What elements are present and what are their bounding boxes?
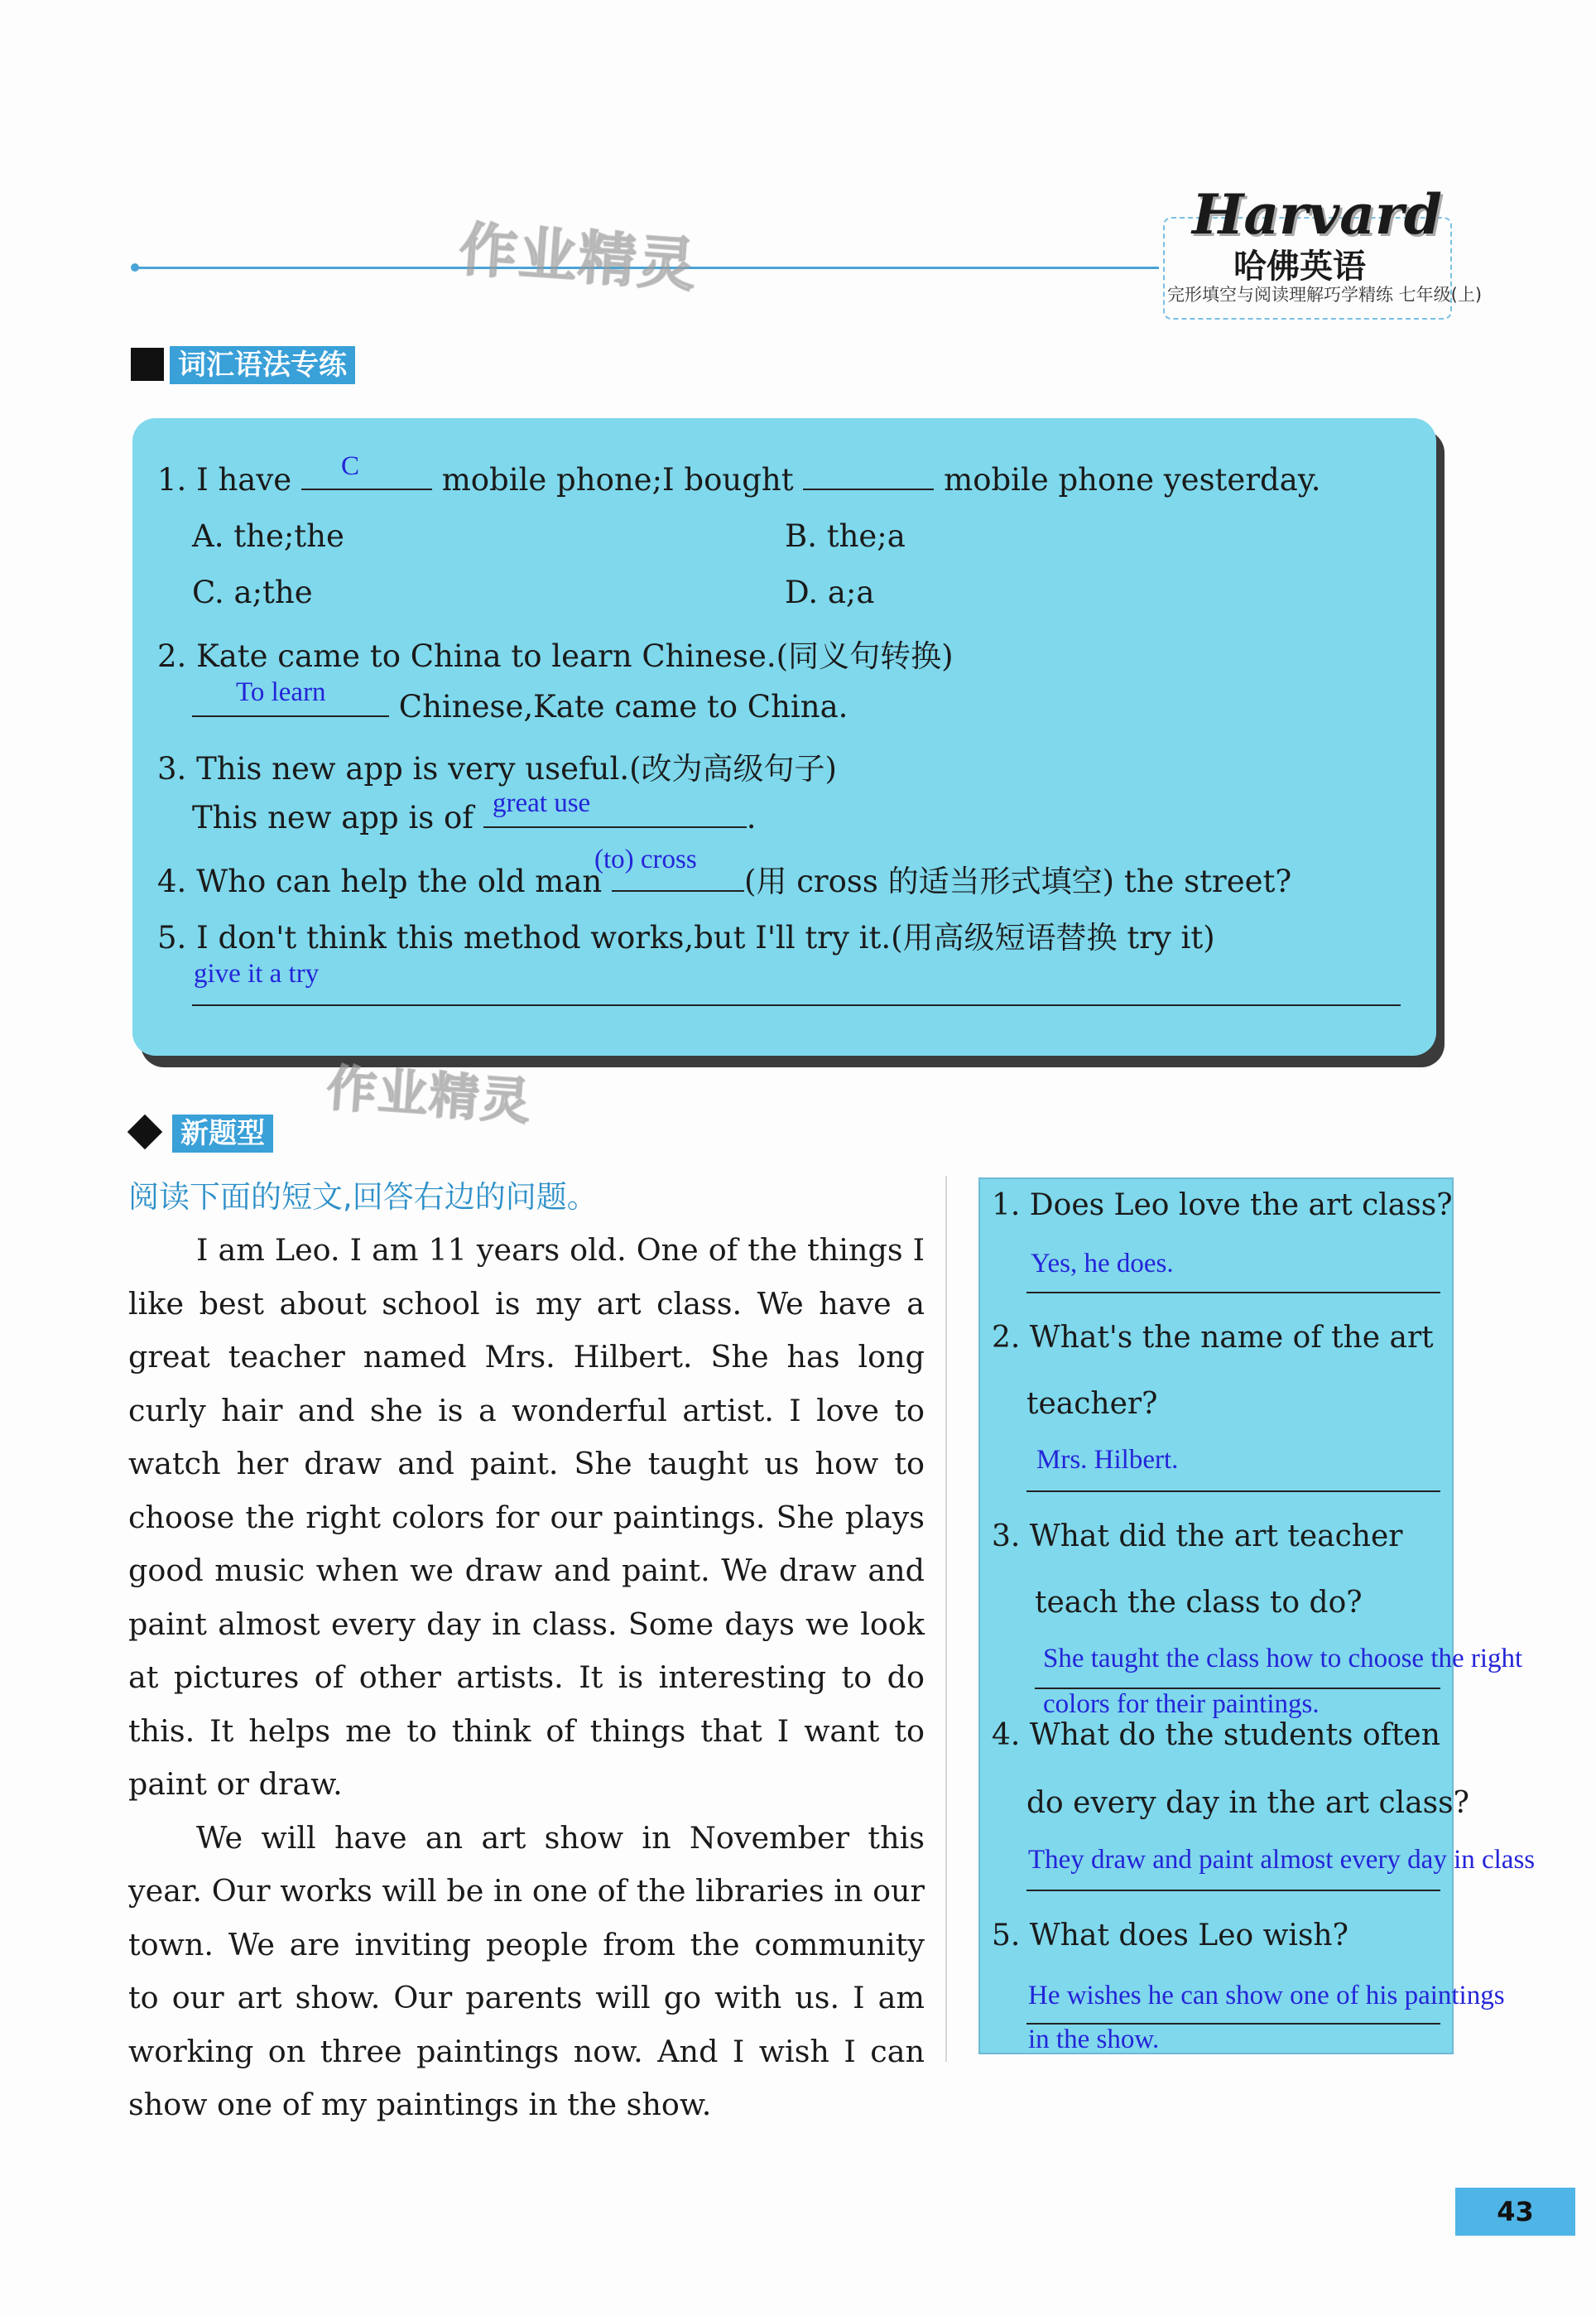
exercise-panel [132,418,1436,1056]
brand-subtitle: 完形填空与阅读理解巧学精练 七年级(上) [1167,285,1483,305]
question-2: 2. Kate came to China to learn Chinese.(同义句转换) [157,638,954,674]
passage-paragraph-1: I am Leo. I am 11 years old. One of the things I like best about school is my art class. We have a great teacher named Mrs. Hilbert. She has long curly hair and she is a wonderful artist. I love to watch her draw and paint. She taught us how to choose the right colors for our paintings. She plays good music when we draw and paint. We draw and paint almost every day in class. Some days we look at pictures of other artists. It is interesting to do this. It helps me to think of things that I want to paint or draw. [128,1232,925,1802]
answer-5: give it a try [194,959,320,989]
question-3-rewrite: This new app is of . [192,800,757,835]
brand-title-cn: 哈佛英语 [1233,248,1366,286]
reading-question-1: 1. Does Leo love the art class? [992,1188,1453,1222]
blank-4[interactable] [612,890,744,892]
question-2-rewrite: Chinese,Kate came to China. [192,689,848,725]
reading-answer-1: Yes, he does. [1031,1249,1174,1278]
section-title-vocab-grammar: 词汇语法专练 [170,346,355,384]
column-divider [945,1176,947,2062]
answer-line-5[interactable] [192,1004,1401,1006]
reading-answer-3b: colors for their paintings. [1043,1689,1320,1719]
reading-question-5: 5. What does Leo wish? [992,1919,1348,1952]
answer-line-r1[interactable] [1026,1292,1440,1293]
blank-1a[interactable] [301,489,432,490]
option-b: B. the;a [785,518,906,554]
watermark: 作业精灵 [457,215,700,300]
brand-title-en: Harvard [1192,182,1442,247]
section-title-new-type: 新题型 [172,1115,273,1153]
answer-line-r4[interactable] [1026,1890,1440,1891]
blank-2[interactable] [192,715,389,717]
reading-answer-3a: She taught the class how to choose the right [1043,1644,1523,1673]
question-4: 4. Who can help the old man (用 cross 的适当形式填空) the street? [157,864,1292,899]
question-3: 3. This new app is very useful.(改为高级句子) [157,751,837,787]
answer-line-r2[interactable] [1026,1490,1440,1492]
section-marker-square [131,348,164,381]
option-c: C. a;the [192,575,313,610]
answer-2: To learn [236,677,326,707]
blank-1b[interactable] [803,489,934,490]
reading-answer-4: They draw and paint almost every day in class [1028,1845,1536,1875]
reading-question-4b: do every day in the art class? [1026,1786,1469,1820]
question-1: 1. I have mobile phone;I bought mobile phone yesterday. [157,462,1321,498]
reading-question-2a: 2. What's the name of the art [992,1321,1434,1355]
reading-answer-2: Mrs. Hilbert. [1036,1445,1179,1475]
passage-paragraph-2: We will have an art show in November this year. Our works will be in one of the libraries in our town. We are inviting people from the community to our art show. Our parents will go with us. I am working on three paintings now. And I wish I can show one of my paintings in the show. [128,1819,925,2122]
answer-1: C [341,451,360,481]
option-a: A. the;the [192,518,344,554]
reading-question-3b: teach the class to do? [1035,1586,1363,1620]
option-d: D. a;a [785,575,875,610]
reading-instruction: 阅读下面的短文,回答右边的问题。 [128,1179,598,1215]
question-5: 5. I don't think this method works,but I'll try it.(用高级短语替换 try it) [157,920,1215,956]
watermark-2: 作业精灵 [324,1059,534,1132]
answer-3: great use [493,788,591,818]
reading-question-4a: 4. What do the students often [992,1718,1440,1752]
page-number: 43 [1455,2188,1575,2236]
section-marker-diamond [127,1115,162,1149]
reading-question-3a: 3. What did the art teacher [992,1519,1403,1553]
reading-answer-5b: in the show. [1028,2025,1160,2054]
reading-answer-5a: He wishes he can show one of his paintings [1028,1981,1505,2010]
reading-passage [128,1224,925,2132]
reading-question-2b: teacher? [1026,1387,1158,1421]
answer-4: (to) cross [594,845,697,874]
blank-3[interactable] [483,826,747,828]
